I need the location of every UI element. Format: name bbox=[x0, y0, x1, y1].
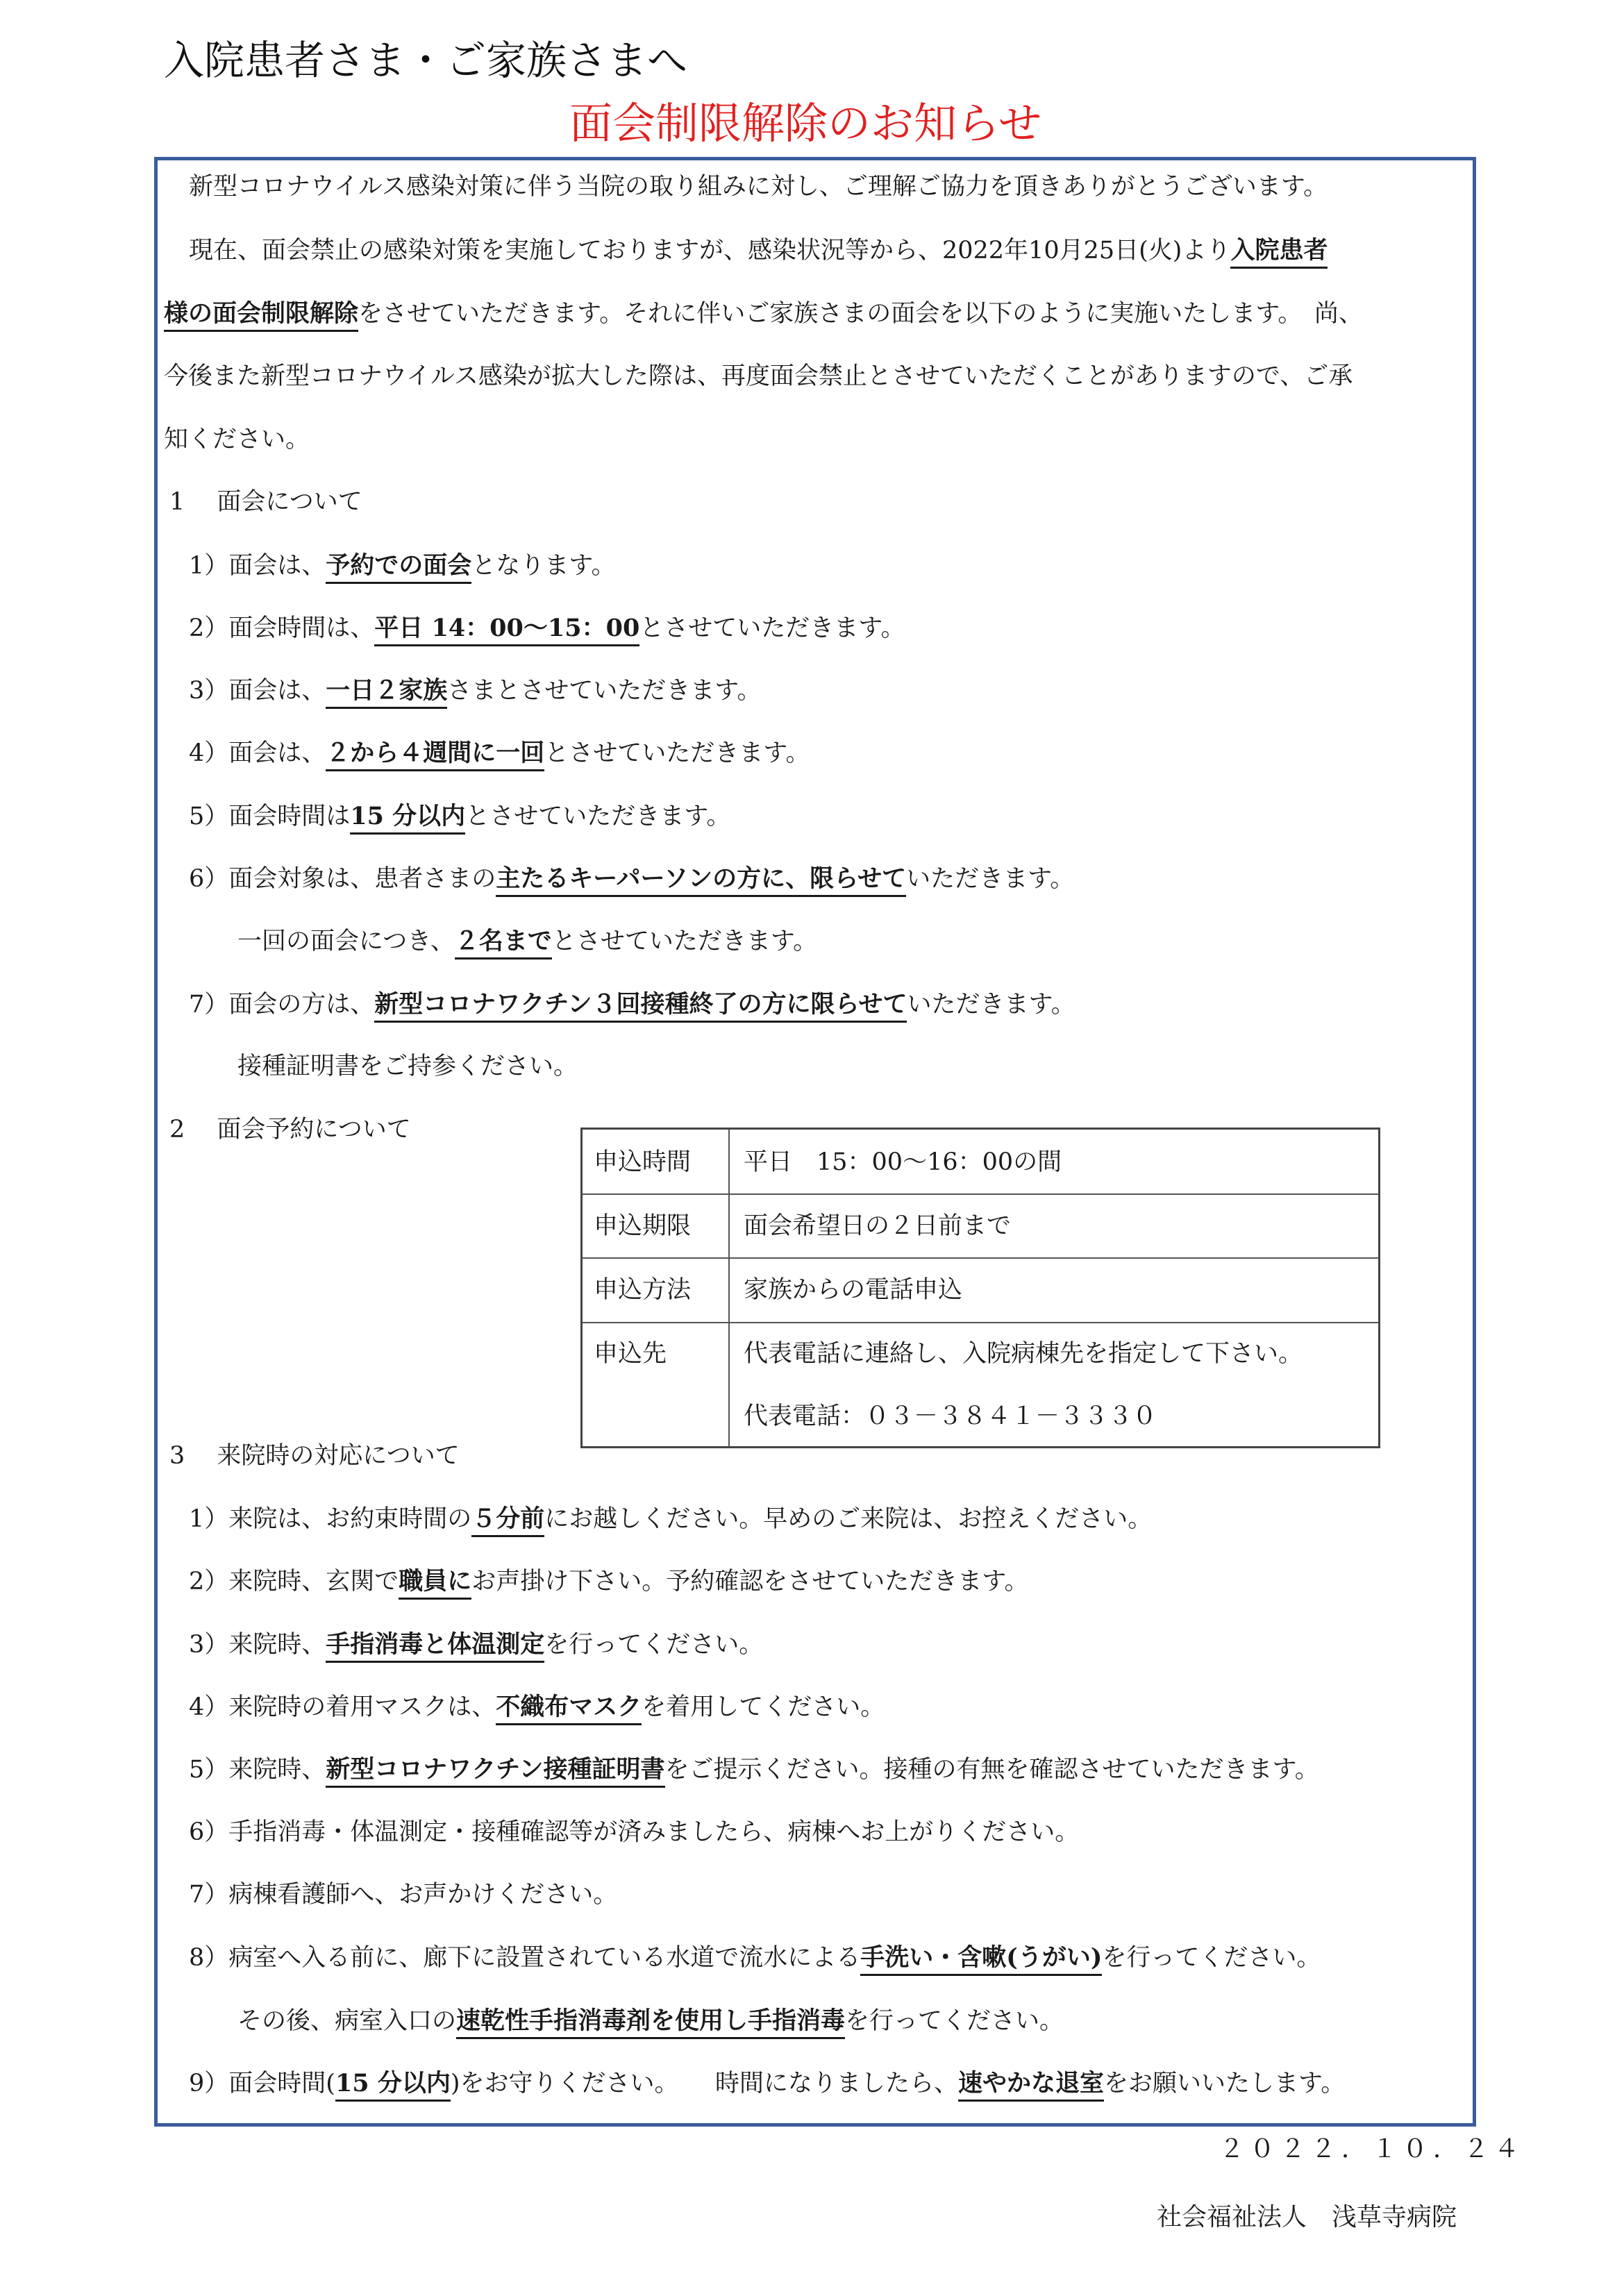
section-1-item-7-continuation: 接種証明書をご持参ください。 bbox=[237, 1053, 578, 1080]
table-label-contact: 申込先 bbox=[594, 1340, 667, 1368]
section-3-item-3: 3）来院時、手指消毒と体温測定を行ってください。 bbox=[189, 1632, 763, 1657]
section-3-item-7: 7）病棟看護師へ、お声かけください。 bbox=[189, 1881, 618, 1909]
section-1-heading: 1 面会について bbox=[169, 488, 362, 516]
table-label-time: 申込時間 bbox=[594, 1148, 692, 1176]
section-1-item-1: 1）面会は、予約での面会となります。 bbox=[189, 553, 616, 578]
table-value-phone: 代表電話：０３－３８４１－３３３０ bbox=[744, 1402, 1157, 1430]
table-value-contact-instruction: 代表電話に連絡し、入院病棟先を指定して下さい。 bbox=[744, 1340, 1303, 1368]
section-1-item-2: 2）面会時間は、平日 14：00〜15：00とさせていただきます。 bbox=[189, 616, 905, 641]
section-1-item-6-continuation: 一回の面会につき、２名までとさせていただきます。 bbox=[237, 929, 817, 954]
section-3-item-8-continuation: その後、病室入口の速乾性手指消毒剤を使用し手指消毒を行ってください。 bbox=[237, 2009, 1064, 2034]
table-value-time: 平日 15：00〜16：00の間 bbox=[744, 1148, 1062, 1176]
table-column-divider bbox=[728, 1130, 730, 1446]
table-label-deadline: 申込期限 bbox=[594, 1212, 692, 1240]
table-row-divider bbox=[583, 1257, 1378, 1259]
section-3-item-4: 4）来院時の着用マスクは、不織布マスクを着用してください。 bbox=[189, 1695, 885, 1720]
table-row-divider bbox=[583, 1193, 1378, 1195]
section-1-item-7: 7）面会の方は、新型コロナワクチン３回接種終了の方に限らせていただきます。 bbox=[189, 992, 1075, 1017]
section-3-item-8: 8）病室へ入る前に、廊下に設置されている水道で流水による手洗い・含嗽(うがい)を行ってください。 bbox=[189, 1945, 1321, 1970]
section-3-heading: 3 来院時の対応について bbox=[169, 1442, 460, 1470]
section-1-item-4: 4）面会は、２から４週間に一回とさせていただきます。 bbox=[189, 741, 810, 766]
table-row-divider bbox=[583, 1322, 1378, 1323]
table-value-deadline: 面会希望日の２日前まで bbox=[744, 1212, 1012, 1240]
intro-paragraph-1: 新型コロナウイルス感染対策に伴う当院の取り組みに対し、ご理解ご協力を頂きありがとうございます。 bbox=[189, 173, 1328, 201]
organization-name: 社会福祉法人 浅草寺病院 bbox=[1157, 2203, 1457, 2231]
section-1-item-6: 6）面会対象は、患者さまの主たるキーパーソンの方に、限らせていただきます。 bbox=[189, 866, 1074, 891]
section-3-item-1: 1）来院は、お約束時間の５分前にお越しください。早めのご来院は、お控えください。 bbox=[189, 1507, 1152, 1532]
section-1-item-3: 3）面会は、一日２家族さまとさせていただきます。 bbox=[189, 678, 762, 703]
intro-paragraph-2-line-4: 知ください。 bbox=[164, 426, 310, 453]
intro-paragraph-2-line-1: 現在、面会禁止の感染対策を実施しておりますが、感染状況等から、2022年10月25日(火)より入院患者 bbox=[189, 238, 1328, 263]
intro-paragraph-2-line-2: 様の面会制限解除をさせていただきます。それに伴いご家族さまの面会を以下のように実施いたします。 尚、 bbox=[164, 301, 1363, 326]
section-1-item-5: 5）面会時間は15 分以内とさせていただきます。 bbox=[189, 804, 730, 829]
section-3-item-5: 5）来院時、新型コロナワクチン接種証明書をご提示ください。接種の有無を確認させていただきます。 bbox=[189, 1757, 1319, 1782]
intro-paragraph-2-line-3: 今後また新型コロナウイルス感染が拡大した際は、再度面会禁止とさせていただくことがありますので、ご承 bbox=[164, 362, 1353, 390]
table-label-method: 申込方法 bbox=[594, 1276, 692, 1304]
header-greeting: 入院患者さま・ご家族さまへ bbox=[164, 37, 688, 84]
issue-date: ２０２２．１０．２４ bbox=[1219, 2135, 1525, 2163]
section-2-heading: 2 面会予約について bbox=[169, 1116, 411, 1143]
section-3-item-2: 2）来院時、玄関で職員にお声掛け下さい。予約確認をさせていただきます。 bbox=[189, 1569, 1029, 1594]
section-3-item-6: 6）手指消毒・体温測定・接種確認等が済みましたら、病棟へお上がりください。 bbox=[189, 1818, 1080, 1846]
section-3-item-9: 9）面会時間(15 分以内)をお守りください。 時間になりましたら、速やかな退室をお願いいたします。 bbox=[189, 2071, 1345, 2096]
table-value-method: 家族からの電話申込 bbox=[744, 1276, 963, 1304]
reservation-info-table bbox=[580, 1128, 1380, 1448]
notice-title: 面会制限解除のお知らせ bbox=[569, 98, 1042, 149]
